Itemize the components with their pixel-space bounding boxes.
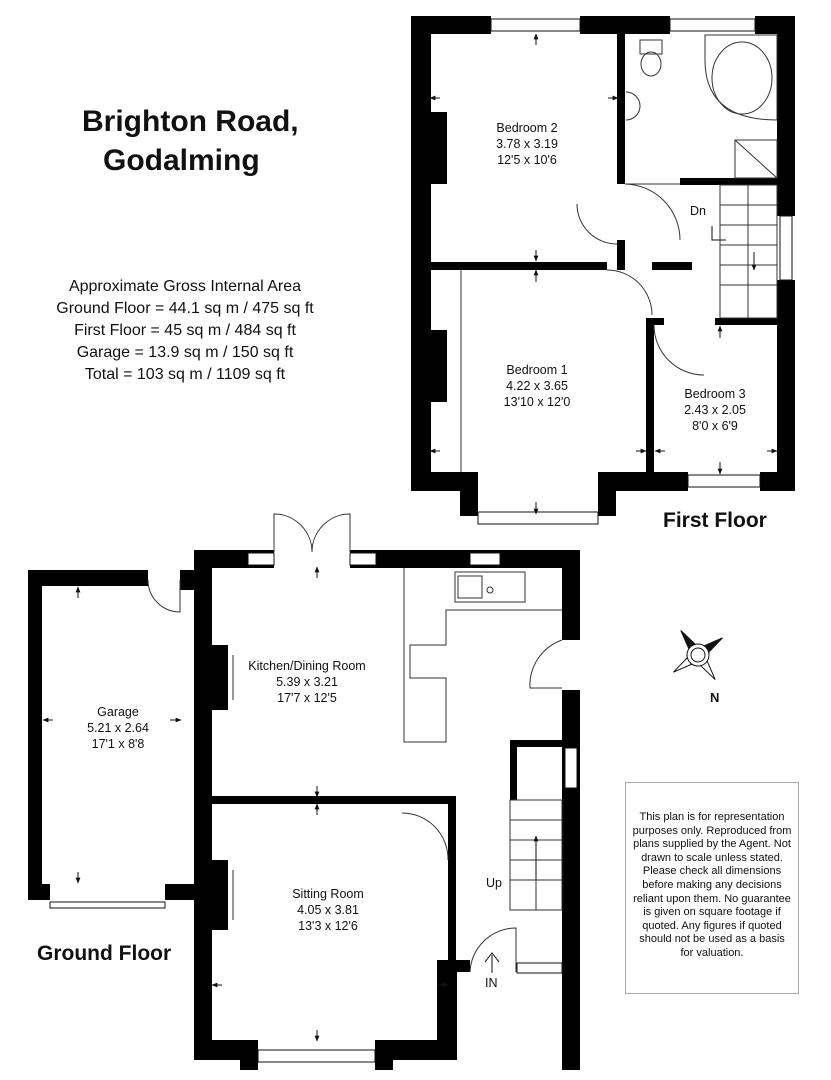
compass-icon: [656, 613, 740, 697]
area-ground: Ground Floor = 44.1 sq m / 475 sq ft: [56, 300, 314, 317]
area-heading: Approximate Gross Internal Area: [68, 278, 302, 295]
first-floor-plan: [411, 16, 795, 516]
compass-north-label: N: [710, 690, 720, 705]
disclaimer-text: This plan is for representation purposes only. Reproduced from plans supplied by the Agent. Not drawn to scale unless stated. Please check all dimensions before making any decisions reliant upon them. No guarantee is given on square footage if quoted. Any figures if quoted should not be used as a basis for valuation.: [632, 811, 792, 959]
room-imperial: 17'1 x 8'8: [91, 737, 145, 751]
room-metric: 5.21 x 2.64: [87, 721, 149, 735]
entrance-label: IN: [485, 976, 498, 990]
area-garage: Garage = 13.9 sq m / 150 sq ft: [76, 344, 294, 361]
room-name: Garage: [97, 705, 139, 719]
room-bedroom-3: [655, 386, 775, 434]
room-garage: [58, 704, 178, 752]
room-metric: 5.39 x 3.21: [276, 675, 338, 689]
room-imperial: 12'5 x 10'6: [497, 153, 557, 167]
room-name: Kitchen/Dining Room: [248, 659, 366, 673]
room-sitting: [268, 886, 388, 934]
room-metric: 2.43 x 2.05: [684, 403, 746, 417]
room-name: Sitting Room: [292, 887, 364, 901]
room-metric: 3.78 x 3.19: [496, 137, 558, 151]
stairs-up-label: Up: [486, 876, 502, 890]
room-imperial: 13'10 x 12'0: [503, 395, 571, 409]
entrance-arrow-icon: [485, 953, 499, 973]
first-floor-label: First Floor: [663, 509, 767, 532]
room-imperial: 13'3 x 12'6: [298, 919, 358, 933]
ground-floor-label: Ground Floor: [37, 942, 172, 965]
ground-floor-plan: [28, 550, 580, 1070]
property-title-line2: Godalming: [103, 144, 260, 177]
room-bedroom-2: [467, 120, 587, 168]
room-imperial: 17'7 x 12'5: [277, 691, 337, 705]
room-kitchen-dining: [232, 658, 382, 706]
room-name: Bedroom 1: [506, 363, 568, 377]
ground-floor-windows: [50, 553, 577, 1062]
room-imperial: 8'0 x 6'9: [692, 419, 738, 433]
area-first: First Floor = 45 sq m / 484 sq ft: [74, 322, 296, 339]
property-title-line1: Brighton Road,: [82, 105, 299, 138]
room-metric: 4.05 x 3.81: [297, 903, 359, 917]
stairs-down-label: Dn: [690, 204, 706, 218]
disclaimer-box: [625, 782, 799, 994]
room-name: Bedroom 2: [496, 121, 558, 135]
room-bedroom-1: [477, 362, 597, 410]
area-summary: [40, 276, 330, 386]
area-total: Total = 103 sq m / 1109 sq ft: [84, 366, 286, 383]
room-metric: 4.22 x 3.65: [506, 379, 568, 393]
room-name: Bedroom 3: [684, 387, 746, 401]
